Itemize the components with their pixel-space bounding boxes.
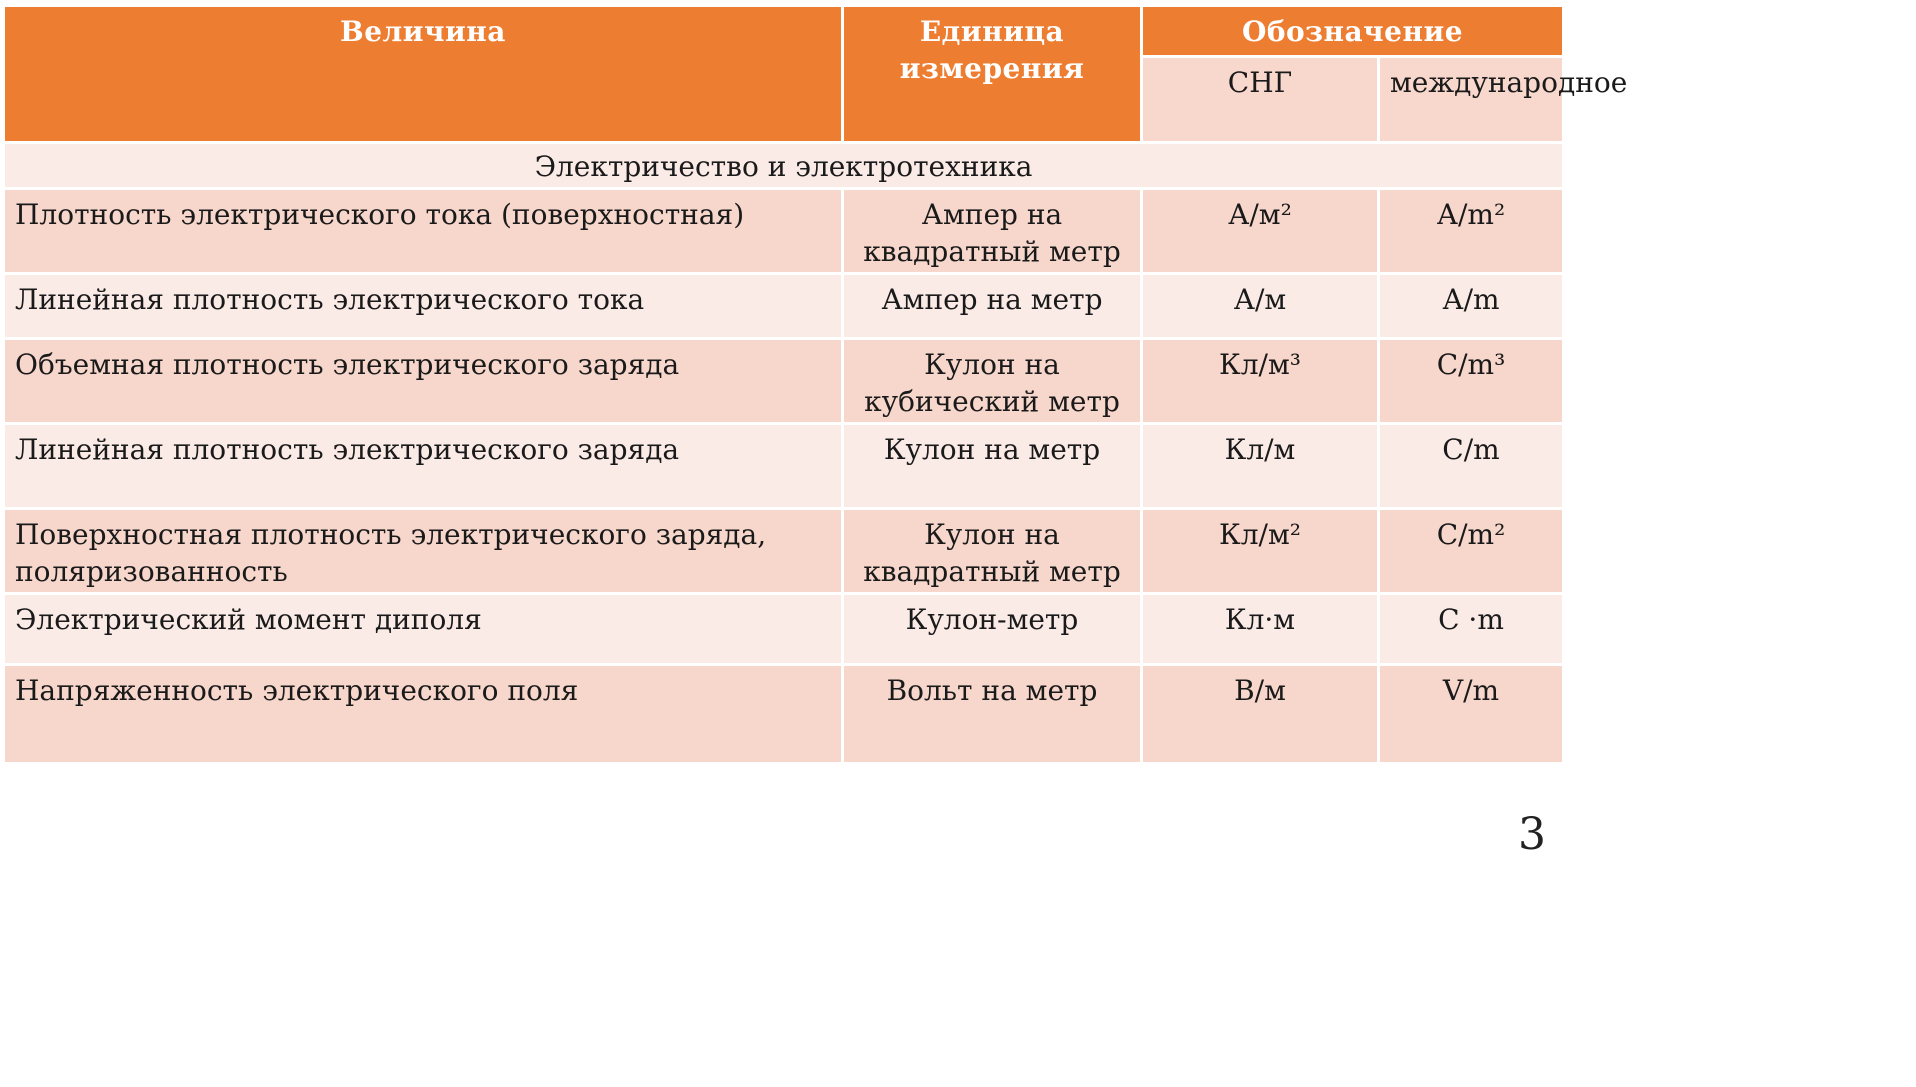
quantity-cell: Линейная плотность электрического тока	[5, 275, 841, 337]
unit-cell: Вольт на метр	[844, 666, 1140, 762]
cis-symbol-cell: Кл·м	[1143, 595, 1377, 663]
intl-symbol-cell: V/m	[1380, 666, 1562, 762]
quantity-cell: Линейная плотность электрического заряда	[5, 425, 841, 507]
page-number: 3	[1518, 809, 1546, 860]
table-row	[5, 275, 1562, 337]
table-row	[5, 190, 1562, 272]
unit-cell: Кулон-метр	[844, 595, 1140, 663]
section-title: Электричество и электротехника	[5, 144, 1562, 187]
quantity-cell: Напряженность электрического поля	[5, 666, 841, 762]
intl-symbol-cell: А/m	[1380, 275, 1562, 337]
cis-symbol-cell: Кл/м²	[1143, 510, 1377, 592]
intl-symbol-cell: С/m²	[1380, 510, 1562, 592]
unit-cell: Кулон на кубический метр	[844, 340, 1140, 422]
table-row	[5, 425, 1562, 507]
unit-cell: Ампер на квадратный метр	[844, 190, 1140, 272]
cis-symbol-cell: А/м²	[1143, 190, 1377, 272]
table-row	[5, 595, 1562, 663]
cis-symbol-cell: Кл/м	[1143, 425, 1377, 507]
table-row	[5, 340, 1562, 422]
quantity-cell: Поверхностная плотность электрического заряда, поляризованность	[5, 510, 841, 592]
unit-cell: Кулон на метр	[844, 425, 1140, 507]
intl-symbol-cell: С/m	[1380, 425, 1562, 507]
quantity-cell: Плотность электрического тока (поверхностная)	[5, 190, 841, 272]
table-row	[5, 666, 1562, 762]
quantity-cell: Электрический момент диполя	[5, 595, 841, 663]
intl-symbol-cell: С ·m	[1380, 595, 1562, 663]
header-international: международное	[1380, 58, 1562, 141]
header-designation: Обозначение	[1143, 7, 1562, 55]
table-row	[5, 510, 1562, 592]
cis-symbol-cell: А/м	[1143, 275, 1377, 337]
unit-cell: Ампер на метр	[844, 275, 1140, 337]
units-table	[2, 4, 1628, 765]
quantity-cell: Объемная плотность электрического заряда	[5, 340, 841, 422]
cis-symbol-cell: В/м	[1143, 666, 1377, 762]
cis-symbol-cell: Кл/м³	[1143, 340, 1377, 422]
unit-cell: Кулон на квадратный метр	[844, 510, 1140, 592]
header-quantity: Величина	[5, 7, 841, 141]
intl-symbol-cell: А/m²	[1380, 190, 1562, 272]
header-cis: СНГ	[1143, 58, 1377, 141]
intl-symbol-cell: С/m³	[1380, 340, 1562, 422]
header-unit: Единица измерения	[844, 7, 1140, 141]
